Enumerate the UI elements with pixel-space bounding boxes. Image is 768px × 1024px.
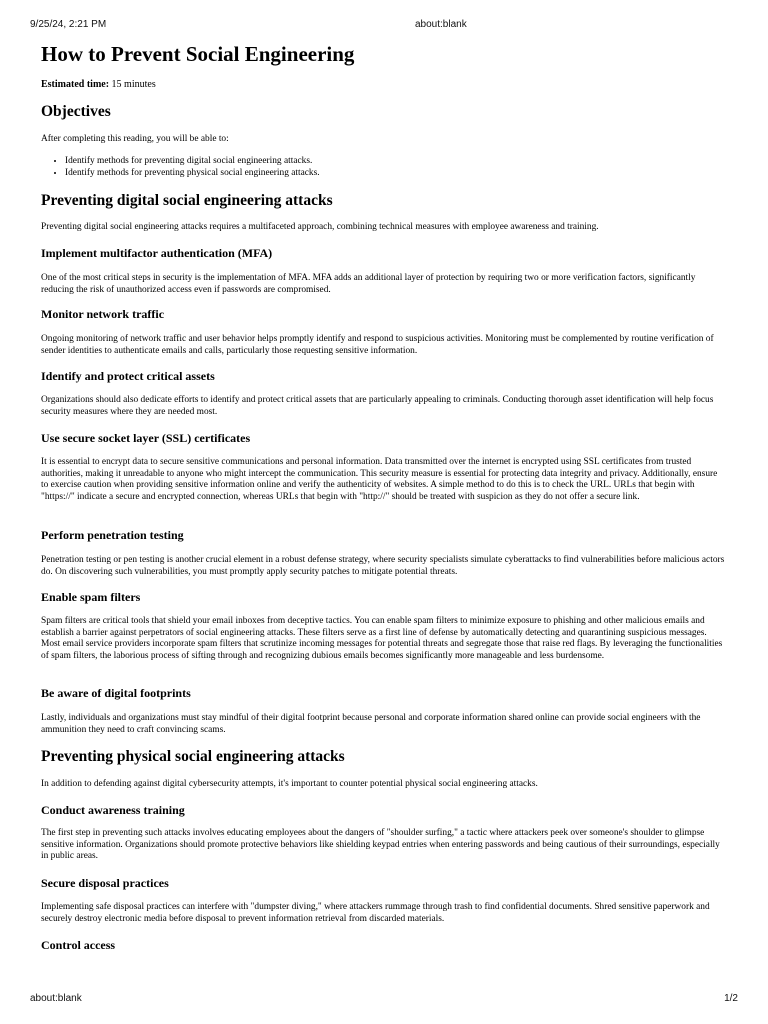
section-heading-disposal: Secure disposal practices (41, 876, 169, 890)
print-datetime: 9/25/24, 2:21 PM (30, 19, 107, 30)
objective-item: • Identify methods for preventing digital social engineering attacks. (65, 156, 320, 168)
estimated-time (41, 79, 156, 91)
section-text-awareness: The first step in preventing such attacks involves educating employees about the dangers of "shoulder surfing," a tactic where attackers peek over someone's shoulder to glimpse sensitive information. Organizations should promote protective behaviors like shielding keypad entries when entering passwords and being cautious of their surroundings, especially in public areas. (41, 828, 720, 862)
objectives-list (41, 156, 320, 179)
section-heading-awareness: Conduct awareness training (41, 803, 185, 817)
physical-heading: Preventing physical social engineering attacks (41, 748, 345, 765)
section-text-pentest: Penetration testing or pen testing is another crucial element in a robust defense strategy, where security specialists simulate cyberattacks to find vulnerabilities before malicious actors do. On discovering such vulnerabilities, you must promptly apply security patches to mitigate potential threats. (41, 555, 725, 577)
estimated-time-label: Estimated time: (41, 79, 110, 90)
section-text-network: Ongoing monitoring of network traffic and user behavior helps promptly identify and respond to suspicious activities. Monitoring must be complemented by routine verification of sender identities to authenticate emails and calls, particularly those requesting sensitive information. (41, 334, 714, 356)
section-text-disposal: Implementing safe disposal practices can interfere with "dumpster diving," where attackers rummage through trash to find confidential documents. Shred sensitive paperwork and securely destroy electronic media before disposal to prevent information retrieval from discarded materials. (41, 902, 710, 924)
section-heading-pentest: Perform penetration testing (41, 528, 184, 542)
section-text-ssl: It is essential to encrypt data to secure sensitive communications and personal information. Data transmitted over the internet is encrypted using SSL certificates from trusted authorities, making it unreadable to anyone who might intercept the communication. This security measure is essential for protecting data integrity and privacy. Additionally, ensure to exercise caution when providing sensitive information online and verify the authenticity of websites. A simple method to do this is to check the URL. URLs that begin with "https://" indicate a secure and encrypted connection, whereas URLs that begin with "http://" should be treated with suspicion as they do not offer a secure link. (41, 457, 718, 502)
footer-url: about:blank (30, 993, 82, 1004)
section-text-assets: Organizations should also dedicate efforts to identify and protect critical assets that are particularly appealing to criminals. Conducting thorough asset identification will help focus security measures where they are needed most. (41, 395, 714, 417)
section-heading-access: Control access (41, 938, 116, 952)
objective-item: • Identify methods for preventing physical social engineering attacks. (65, 168, 320, 180)
section-text-mfa: One of the most critical steps in security is the implementation of MFA. MFA adds an additional layer of protection by requiring two or more verification factors, significantly reducing the risk of unauthorized access even if passwords are compromised. (41, 273, 696, 295)
digital-heading: Preventing digital social engineering attacks (41, 192, 333, 209)
estimated-time-value: 15 minutes (111, 79, 156, 90)
print-url: about:blank (415, 19, 467, 30)
digital-intro: Preventing digital social engineering attacks requires a multifaceted approach, combining technical measures with employee awareness and training. (41, 222, 599, 232)
objectives-heading: Objectives (41, 103, 111, 120)
section-text-footprints: Lastly, individuals and organizations must stay mindful of their digital footprint because personal and corporate information shared online can provide social engineers with the ammunition they need to craft convincing scams. (41, 713, 701, 735)
objectives-intro: After completing this reading, you will be able to: (41, 134, 229, 144)
section-heading-ssl: Use secure socket layer (SSL) certificates (41, 431, 251, 445)
physical-intro: In addition to defending against digital cybersecurity attempts, it's important to counter potential physical social engineering attacks. (41, 779, 538, 789)
section-heading-network: Monitor network traffic (41, 307, 165, 321)
section-heading-footprints: Be aware of digital footprints (41, 686, 191, 700)
page-number: 1/2 (724, 993, 738, 1004)
section-heading-spam: Enable spam filters (41, 590, 141, 604)
page-title: How to Prevent Social Engineering (41, 42, 355, 66)
section-heading-mfa: Implement multifactor authentication (MFA) (41, 246, 273, 260)
section-text-spam: Spam filters are critical tools that shield your email inboxes from deceptive tactics. You can enable spam filters to minimize exposure to phishing and other malicious emails and establish a barrier against perpetrators of social engineering attacks. These filters serve as a first line of defense by automatically detecting and quarantining suspicious messages. Most email service providers incorporate spam filters that scrutinize incoming messages for potential threats and segregate those that raise red flags. By leveraging the functionalities of spam filters, the laborious process of sifting through and recognizing dubious emails becomes significantly more manageable and less burdensome. (41, 616, 723, 661)
section-heading-assets: Identify and protect critical assets (41, 369, 215, 383)
